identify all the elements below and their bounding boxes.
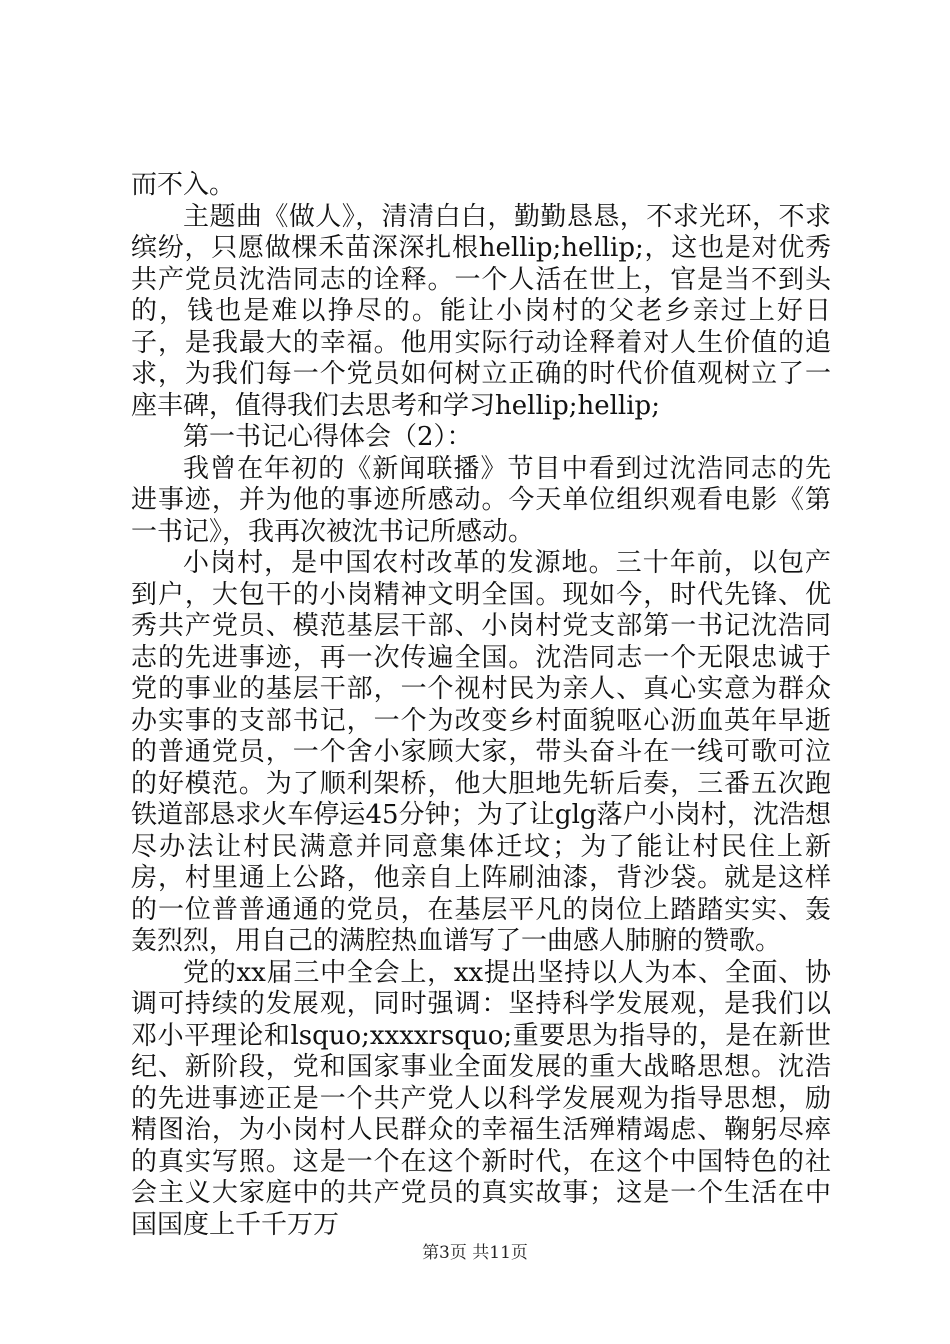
paragraph-theme-song: 主题曲《做人》，清清白白，勤勤恳恳，不求光环，不求缤纷，只愿做棵禾苗深深扎根hellip;hellip;，这也是对优秀共产党员沈浩同志的诠释。一个人活在世上，官是当不到头的，钱也是难以挣尽的。能让小岗村的父老乡亲过上好日子，是我最大的幸福。他用实际行动诠释着对人生价值的追求，为我们每一个党员如何树立正确的时代价值观树立了一座丰碑，值得我们去思考和学习hellip;hellip; [131,201,831,421]
paragraph-continuation: 而不入。 [131,170,236,200]
paragraph-news: 我曾在年初的《新闻联播》节目中看到过沈浩同志的先进事迹，并为他的事迹所感动。今天单位组织观看电影《第一书记》，我再次被沈书记所感动。 [131,453,831,547]
paragraph-xiaogang: 小岗村，是中国农村改革的发源地。三十年前，以包产到户，大包干的小岗精神文明全国。现如今，时代先锋、优秀共产党员、模范基层干部、小岗村党支部第一书记沈浩同志的先进事迹，再一次传遍全国。沈浩同志一个无限忠诚于党的事业的基层干部，一个视村民为亲人、真心实意为群众办实事的支部书记，一个为改变乡村面貌呕心沥血英年早逝的普通党员，一个舍小家顾大家，带头奋斗在一线可歌可泣的好模范。为了顺利架桥，他大胆地先斩后奏，三番五次跑铁道部恳求火车停运45分钟；为了让glg落户小岗村，沈浩想尽办法让村民满意并同意集体迁坟；为了能让村民住上新房，村里通上公路，他亲自上阵刷油漆，背沙袋。就是这样的一位普普通通的党员，在基层平凡的岗位上踏踏实实、轰轰烈烈，用自己的满腔热血谱写了一曲感人肺腑的赞歌。 [131,548,831,956]
section-heading: 第一书记心得体会（2）： [183,422,473,452]
paragraph-development: 党的xx届三中全会上，xx提出坚持以人为本、全面、协调可持续的发展观，同时强调：坚持科学发展观，是我们以邓小平理论和lsquo;xxxxrsquo;重要思为指导的，是在新世纪、新阶段，党和国家事业全面发展的重大战略思想。沈浩的先进事迹正是一个共产党人以科学发展观为指导思想，励精图治，为小岗村人民群众的幸福生活殚精竭虑、鞠躬尽瘁的真实写照。这是一个在这个新时代，在这个中国特色的社会主义大家庭中的共产党员的真实故事；这是一个生活在中国国度上千千万万 [131,957,831,1240]
page-number-footer: 第3页 共11页 [422,1243,528,1263]
document-body [131,170,831,1241]
